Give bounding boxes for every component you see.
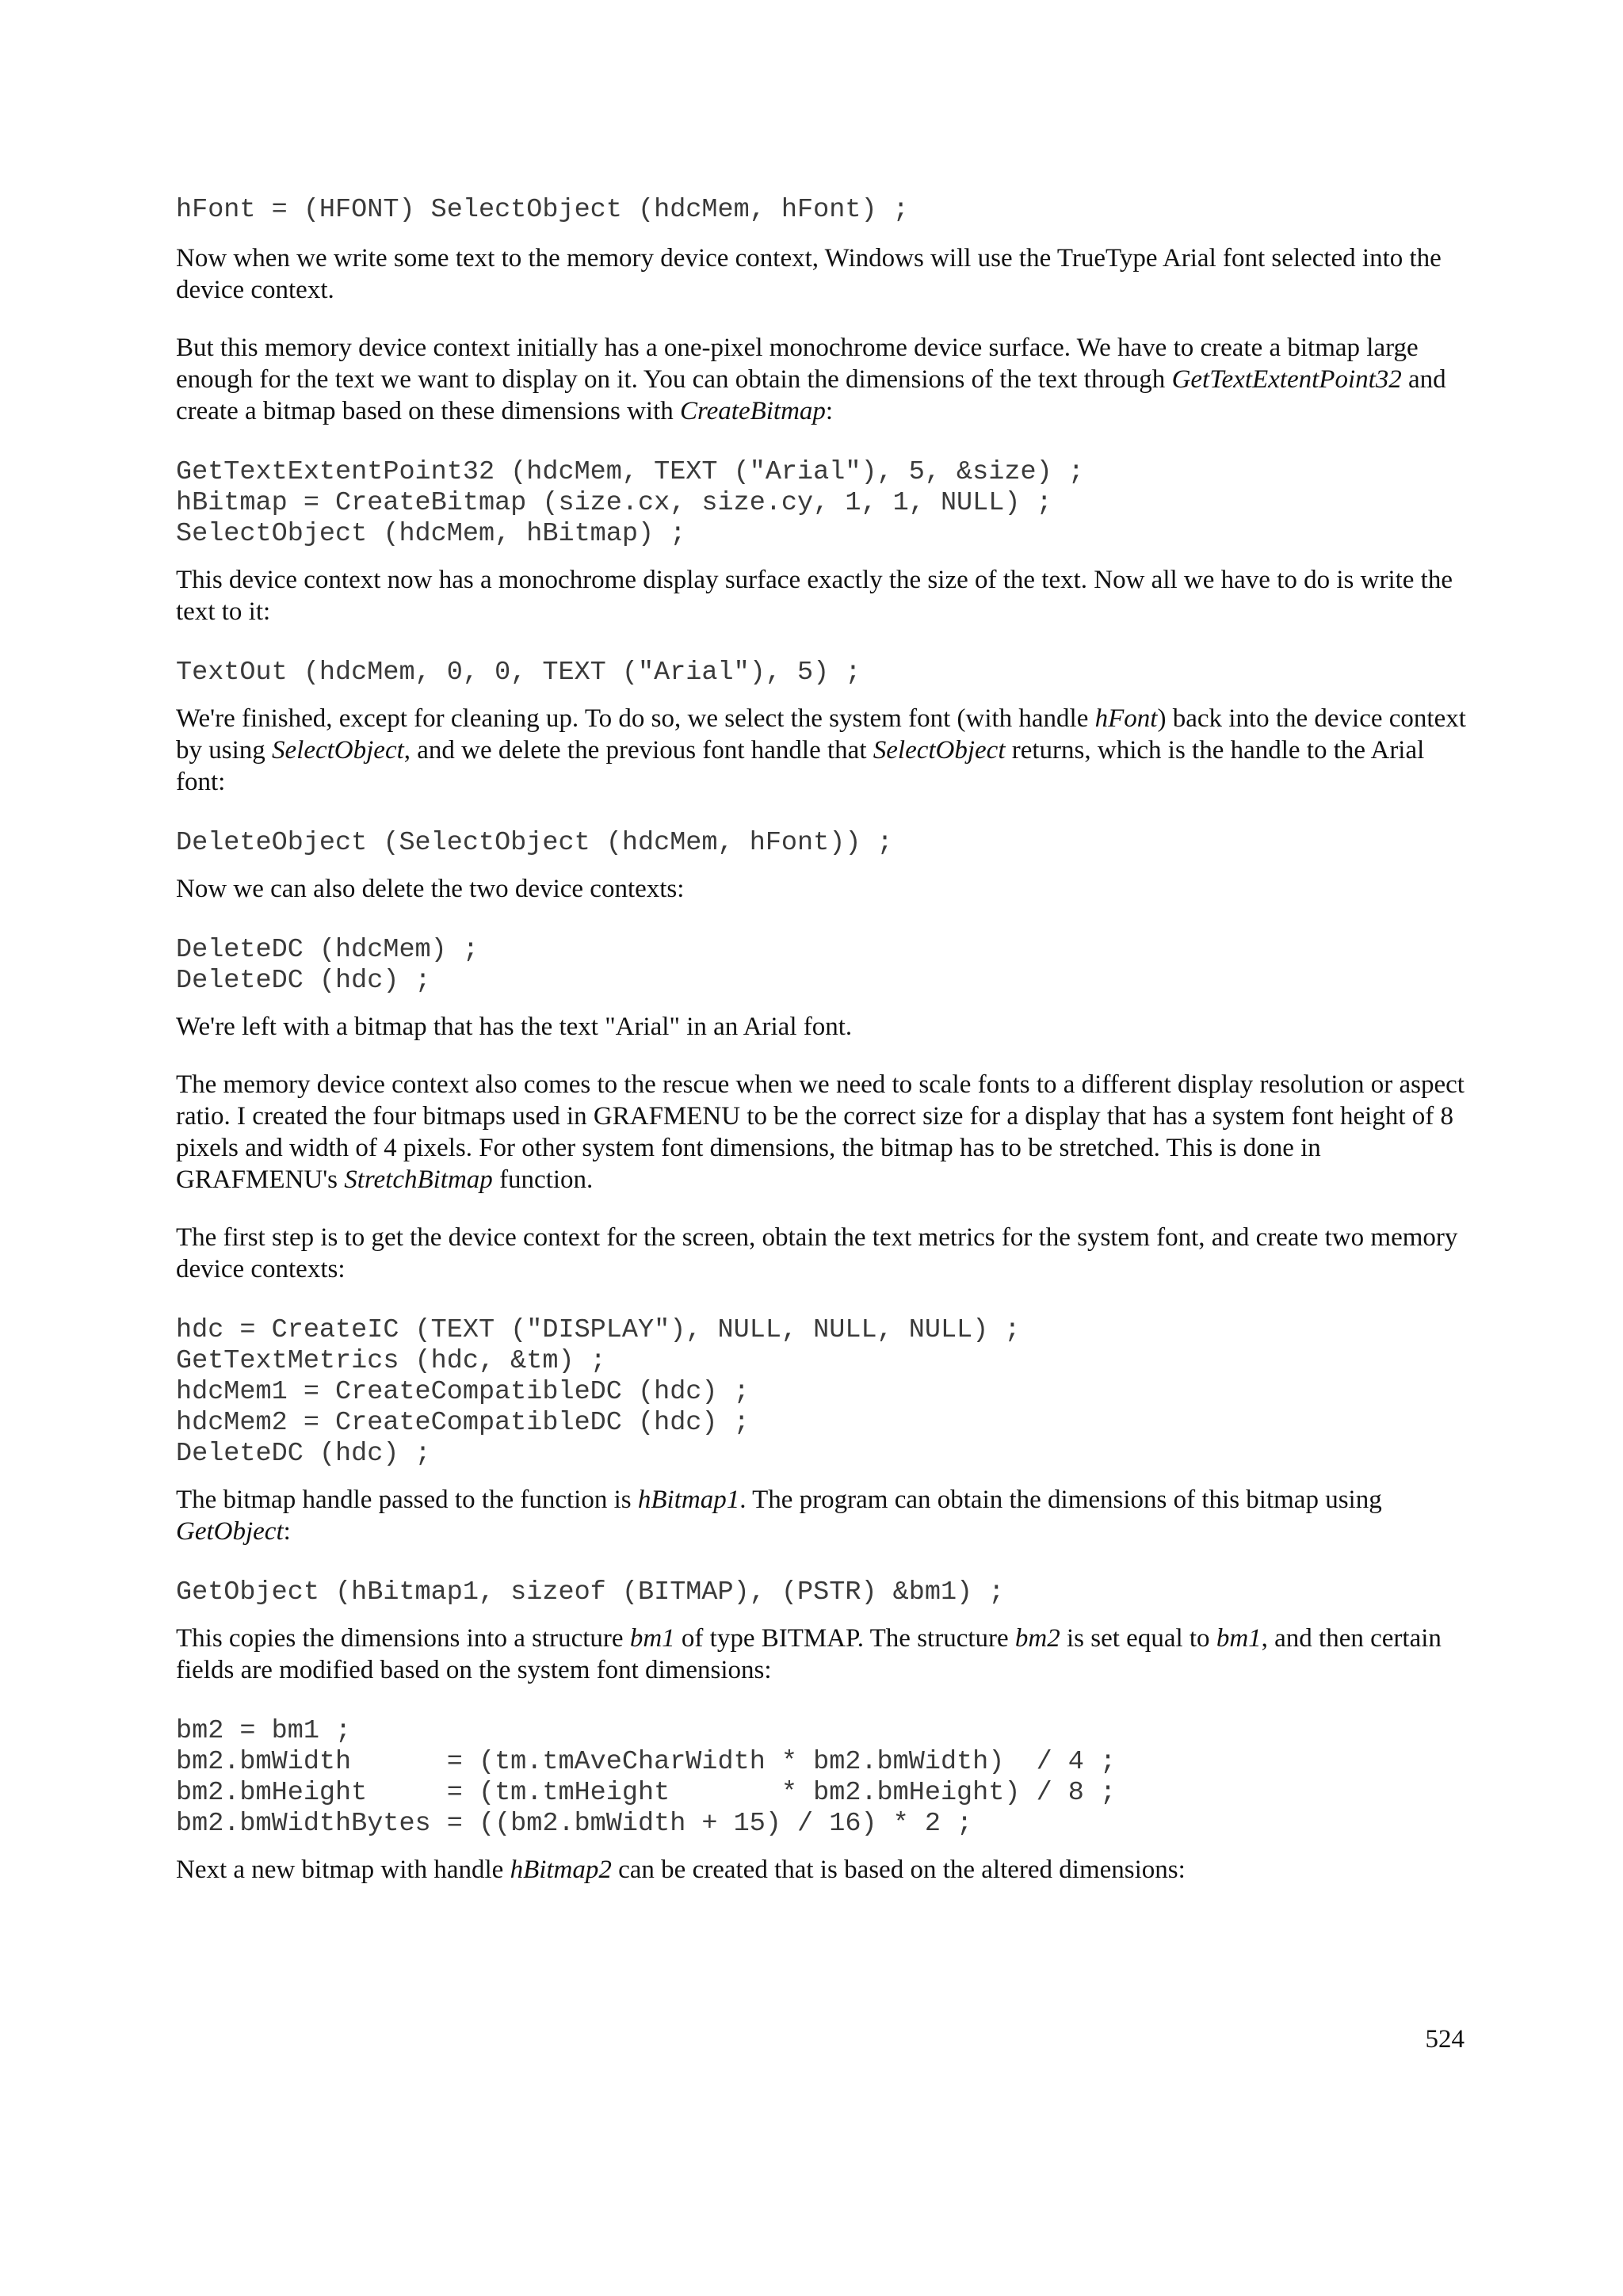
italic-term: bm1 <box>1216 1624 1262 1653</box>
code-block <box>176 1315 1476 1470</box>
text-run: But this memory device context initially has a one-pixel monochrome device surface. We have to create a bitmap large enough for the text we want to display on it. You can obtain the dimensions of the text through <box>176 334 1419 394</box>
code-block <box>176 828 1476 859</box>
paragraph <box>176 1484 1476 1547</box>
italic-term: SelectObject <box>272 736 404 765</box>
italic-term: GetTextExtentPoint32 <box>1171 365 1402 394</box>
text-run: of type BITMAP. The structure <box>674 1624 1015 1653</box>
code-line: hFont = (HFONT) SelectObject (hdcMem, hFont) ; <box>176 195 909 225</box>
italic-term: hBitmap1 <box>637 1486 740 1514</box>
paragraph <box>176 1222 1476 1285</box>
italic-term: GetObject <box>176 1517 284 1546</box>
code-line: bm2.bmHeight = (tm.tmHeight * bm2.bmHeight) / 8 ; <box>176 1778 1117 1808</box>
code-line: hdc = CreateIC (TEXT ("DISPLAY"), NULL, NULL, NULL) ; <box>176 1315 1021 1345</box>
paragraph <box>176 332 1476 427</box>
text-run: function. <box>492 1165 594 1194</box>
paragraph <box>176 703 1476 798</box>
code-line: hdcMem2 = CreateCompatibleDC (hdc) ; <box>176 1408 750 1438</box>
text-run: Now when we write some text to the memory device context, Windows will use the TrueType Arial font selected into the device context. <box>176 244 1442 304</box>
code-line: TextOut (hdcMem, 0, 0, TEXT ("Arial"), 5) ; <box>176 658 861 688</box>
code-line: SelectObject (hdcMem, hBitmap) ; <box>176 519 686 549</box>
text-run: Now we can also delete the two device contexts: <box>176 875 685 903</box>
code-line: bm2.bmWidth = (tm.tmAveCharWidth * bm2.bmWidth) / 4 ; <box>176 1747 1117 1777</box>
text-run: : <box>825 397 834 425</box>
italic-term: StretchBitmap <box>344 1165 493 1194</box>
code-line: GetTextExtentPoint32 (hdcMem, TEXT ("Arial"), 5, &size) ; <box>176 457 1084 487</box>
code-line: bm2 = bm1 ; <box>176 1716 352 1746</box>
code-line: DeleteObject (SelectObject (hdcMem, hFont)) ; <box>176 828 893 858</box>
text-run: : <box>283 1517 291 1546</box>
code-line: hdcMem1 = CreateCompatibleDC (hdc) ; <box>176 1377 750 1407</box>
text-run: The bitmap handle passed to the function is <box>176 1486 638 1514</box>
paragraph <box>176 1069 1476 1196</box>
code-line: DeleteDC (hdcMem) ; <box>176 935 479 965</box>
italic-term: bm1 <box>629 1624 675 1653</box>
text-run: We're finished, except for cleaning up. To do so, we select the system font (with handle <box>176 704 1095 733</box>
code-block <box>176 658 1476 688</box>
paragraph <box>176 1854 1476 1886</box>
text-run: and create a bitmap based on these dimensions with <box>176 365 1446 425</box>
code-line: DeleteDC (hdc) ; <box>176 1439 431 1469</box>
code-block <box>176 195 1476 226</box>
italic-term: bm2 <box>1014 1624 1060 1653</box>
paragraph <box>176 873 1476 905</box>
text-run: ) back into the device context by using <box>176 704 1466 765</box>
italic-term: CreateBitmap <box>680 397 826 425</box>
text-run: , and we delete the previous font handle that <box>403 736 873 765</box>
text-run: returns, which is the handle to the Arial font: <box>176 736 1425 796</box>
code-block <box>176 935 1476 997</box>
code-line: bm2.bmWidthBytes = ((bm2.bmWidth + 15) / 16) * 2 ; <box>176 1809 973 1839</box>
italic-term: hBitmap2 <box>510 1855 612 1884</box>
text-run: is set equal to <box>1060 1624 1216 1653</box>
text-run: The first step is to get the device context for the screen, obtain the text metrics for the system font, and create two memory device contexts: <box>176 1223 1458 1283</box>
text-run: This copies the dimensions into a structure <box>176 1624 630 1653</box>
code-line: DeleteDC (hdc) ; <box>176 966 431 996</box>
text-run: We're left with a bitmap that has the text "Arial" in an Arial font. <box>176 1013 853 1041</box>
page-number: 524 <box>1425 2025 1465 2054</box>
italic-term: hFont <box>1094 704 1158 733</box>
paragraph <box>176 1623 1476 1686</box>
code-line: hBitmap = CreateBitmap (size.cx, size.cy, 1, 1, NULL) ; <box>176 488 1052 518</box>
text-run: can be created that is based on the altered dimensions: <box>611 1855 1186 1884</box>
code-block <box>176 1577 1476 1608</box>
code-block <box>176 1716 1476 1840</box>
text-run: The memory device context also comes to the rescue when we need to scale fonts to a different display resolution or aspect ratio. I created the four bitmaps used in GRAFMENU to be the correct size for a display that has a system font height of 8 pixels and width of 4 pixels. For other system font dimensions, the bitmap has to be stretched. This is done in GRAFMENU's <box>176 1070 1465 1194</box>
document-page <box>176 195 1476 1886</box>
paragraph <box>176 1011 1476 1043</box>
text-run: Next a new bitmap with handle <box>176 1855 510 1884</box>
paragraph <box>176 242 1476 306</box>
code-line: GetObject (hBitmap1, sizeof (BITMAP), (PSTR) &bm1) ; <box>176 1577 1005 1608</box>
code-block <box>176 457 1476 550</box>
italic-term: SelectObject <box>873 736 1006 765</box>
paragraph <box>176 564 1476 627</box>
text-run: , and then certain fields are modified based on the system font dimensions: <box>176 1624 1442 1684</box>
code-line: GetTextMetrics (hdc, &tm) ; <box>176 1346 606 1376</box>
text-run: This device context now has a monochrome display surface exactly the size of the text. Now all we have to do is write the text to it: <box>176 566 1453 626</box>
text-run: . The program can obtain the dimensions of this bitmap using <box>739 1486 1382 1514</box>
